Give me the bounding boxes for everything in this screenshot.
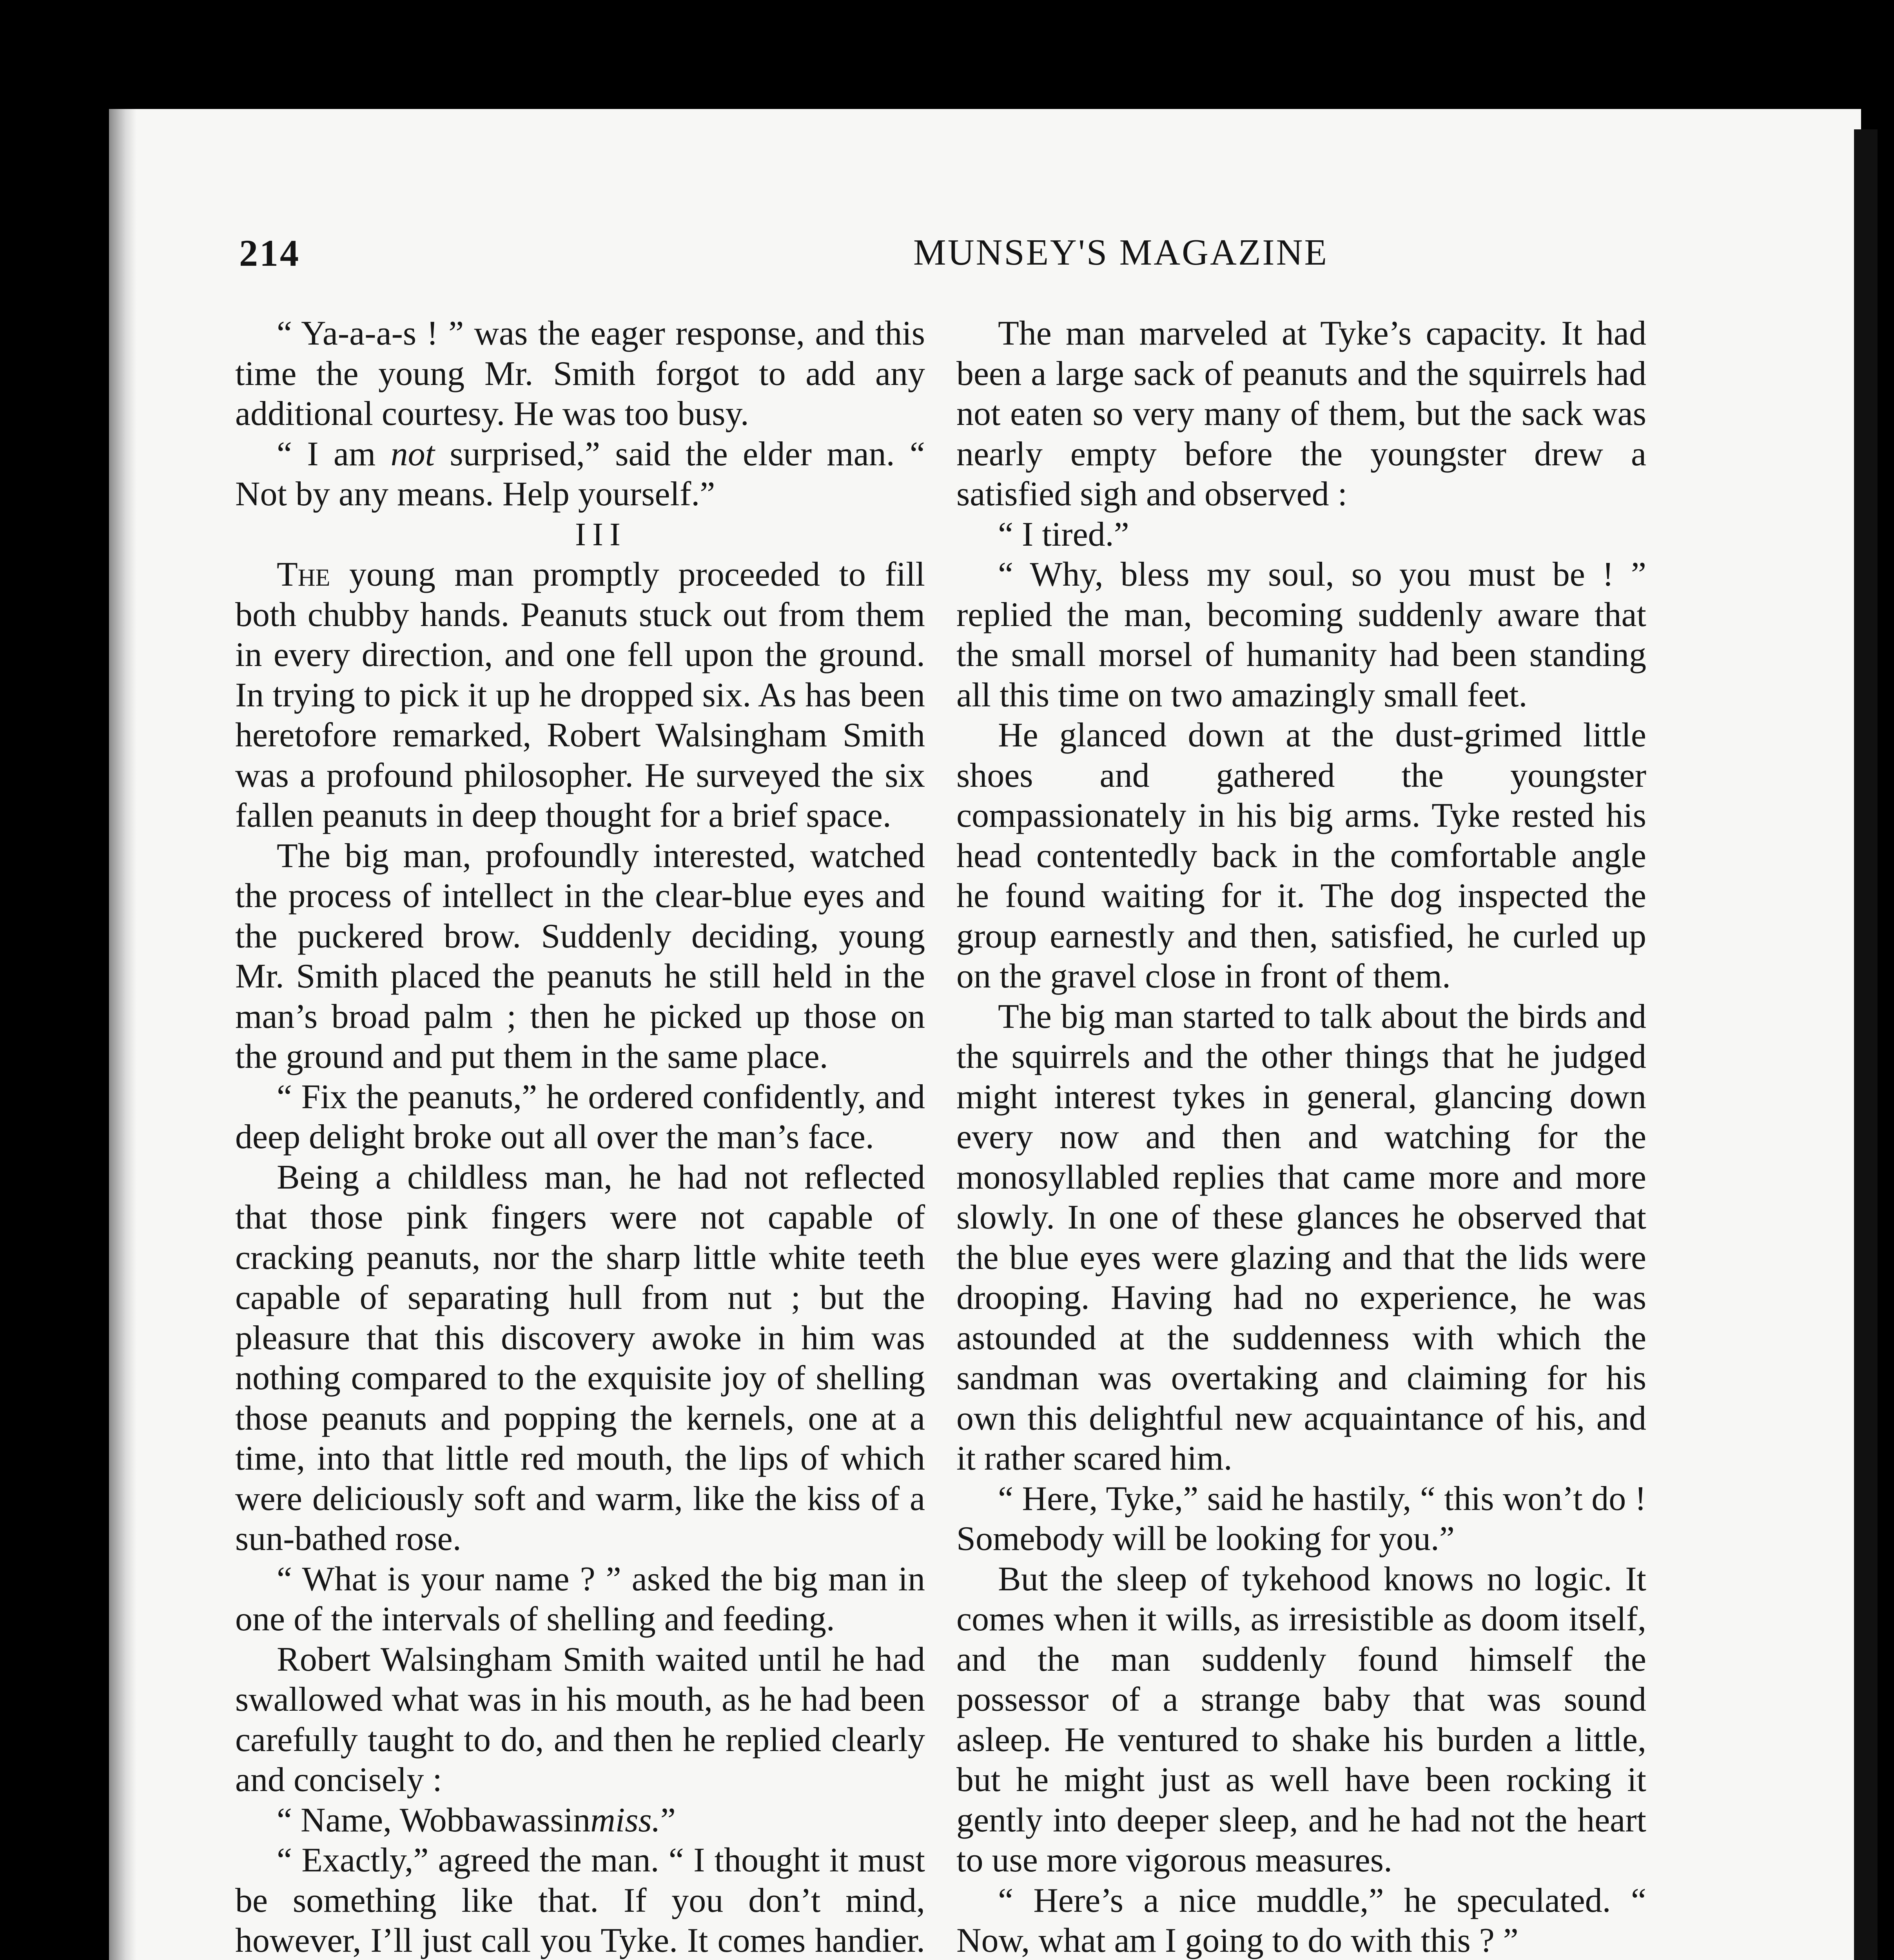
paragraph: The big man, profoundly interested, watched the process of intellect in the clear-blue eyes and the puckered brow. Suddenly deciding, young Mr. Smith placed the peanuts he still held in the man’s broad palm ; then he picked up those on the ground and put them in the same place. [235, 837, 925, 1076]
paragraph: But the sleep of tykehood knows no logic. It comes when it wills, as irresistible as doom itself, and the man suddenly found himself the possessor of a strange baby that was sound asleep. He ventured to shake his burden a little, but he might just as well have been rocking it gently into deeper sleep, and he had not the heart to use more vigorous measures. [956, 1560, 1646, 1879]
page-number: 214 [239, 232, 300, 274]
paragraph: “ Why, bless my soul, so you must be ! ” replied the man, becoming suddenly aware that the small morsel of humanity had been standing all this time on two amazingly small feet. [956, 555, 1646, 714]
paragraph: “ I tired.” [998, 515, 1129, 554]
paragraph: “ Name, Wobbawassinmiss.” [277, 1801, 676, 1839]
paragraph: “ Here, Tyke,” said he hastily, “ this won’t do ! Somebody will be looking for you.” [956, 1479, 1646, 1558]
right-column [956, 314, 1646, 1960]
paragraph: “ Fix the peanuts,” he ordered confidently, and deep delight broke out all over the man’s face. [235, 1078, 925, 1156]
left-column [235, 314, 925, 1960]
paragraph: “ What is your name ? ” asked the big man in one of the intervals of shelling and feeding. [235, 1560, 925, 1638]
paragraph: “ Here’s a nice muddle,” he speculated. “ Now, what am I going to do with this ? ” [956, 1881, 1646, 1960]
page-gutter-shadow [109, 109, 136, 1960]
paragraph: The big man started to talk about the birds and the squirrels and the other things that he judged might interest tykes in general, glancing down every now and then and watching for the monosyllabled replies that came more and more slowly. In one of these glances he observed that the blue eyes were glazing and that the lids were drooping. Having had no experience, he was astounded at the suddenness with which the sandman was overtaking and claiming for his own this delightful new acquaintance of his, and it rather scared him. [956, 997, 1646, 1477]
section-heading: III [575, 516, 627, 553]
paragraph: Robert Walsingham Smith waited until he had swallowed what was in his mouth, as he had been carefully taught to do, and then he replied clearly and concisely : [235, 1640, 925, 1799]
paragraph: The man marveled at Tyke’s capacity. It had been a large sack of peanuts and the squirrels had not eaten so very many of them, but the sack was nearly empty before the youngster drew a satisfied sigh and observed : [956, 314, 1646, 513]
paragraph: “ I am not surprised,” said the elder man. “ Not by any means. Help yourself.” [235, 435, 925, 513]
facing-page-edge [1854, 129, 1878, 1960]
page-header [239, 231, 1650, 286]
paragraph: “ Exactly,” agreed the man. “ I thought it must be something like that. If you don’t mind, however, I’ll just call you Tyke. It comes handier. [235, 1841, 925, 1960]
paragraph: He glanced down at the dust-grimed little shoes and gathered the youngster compassionately in his big arms. Tyke rested his head contentedly back in the comfortable angle he found waiting for it. The dog inspected the group earnestly and then, satisfied, he curled up on the gravel close in front of them. [956, 716, 1646, 995]
paragraph: “ Ya-a-a-s ! ” was the eager response, and this time the young Mr. Smith forgot to add any additional courtesy. He was too busy. [235, 314, 925, 433]
running-head: MUNSEY'S MAGAZINE [913, 232, 1328, 273]
paragraph: Being a childless man, he had not reflected that those pink fingers were not capable of cracking peanuts, nor the sharp little white teeth capable of separating hull from nut ; but the pleasure that this discovery awoke in him was nothing compared to the exquisite joy of shelling those peanuts and popping the kernels, one at a time, into that little red mouth, the lips of which were deliciously soft and warm, like the kiss of a sun-bathed rose. [235, 1158, 925, 1558]
paragraph: The young man promptly proceeded to fill both chubby hands. Peanuts stuck out from them in every direction, and one fell upon the ground. In trying to pick it up he dropped six. As has been heretofore remarked, Robert Walsingham Smith was a profound philosopher. He surveyed the six fallen peanuts in deep thought for a brief space. [235, 555, 925, 835]
